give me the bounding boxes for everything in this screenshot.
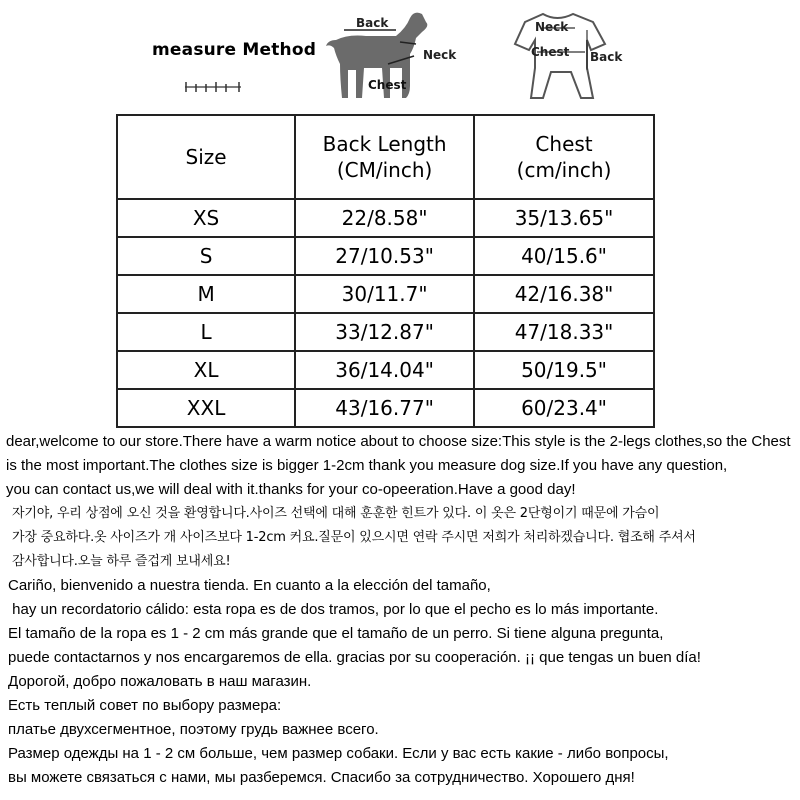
table-row [117, 199, 654, 237]
size-notice-text [6, 430, 796, 790]
russian-notice-line: Размер одежды на 1 - 2 см больше, чем размер собаки. Если у вас есть какие - либо вопросы, [8, 745, 669, 762]
spanish-notice-line: El tamaño de la ropa es 1 - 2 cm más grande que el tamaño de un perro. Si tiene alguna pregunta, [8, 625, 664, 642]
english-notice-line: is the most important.The clothes size is bigger 1-2cm thank you measure dog size.If you have any question, [6, 457, 728, 474]
table-row [117, 275, 654, 313]
chest-cell: 50/19.5" [474, 351, 654, 389]
chest-cell: 47/18.33" [474, 313, 654, 351]
size-cell: XL [117, 351, 295, 389]
chest-cell: 40/15.6" [474, 237, 654, 275]
clothes-measure-diagram [495, 10, 630, 105]
russian-notice-line: Есть теплый совет по выбору размера: [8, 697, 282, 714]
spanish-notice-line: hay un recordatorio cálido: esta ropa es de dos tramos, por lo que el pecho es lo más importante. [8, 601, 659, 618]
table-row [117, 313, 654, 351]
russian-notice-line: Дорогой, добро пожаловать в наш магазин. [8, 673, 312, 690]
english-notice-line: you can contact us,we will deal with it.thanks for your co-opeeration.Have a good day! [6, 481, 576, 498]
back-length-cell: 43/16.77" [295, 389, 474, 427]
ruler-icon [184, 78, 242, 94]
back-length-header-line1: Back Length [322, 132, 447, 156]
back-length-cell: 30/11.7" [295, 275, 474, 313]
size-cell: S [117, 237, 295, 275]
size-cell: XS [117, 199, 295, 237]
table-header-row [117, 115, 654, 199]
russian-notice-line: платье двухсегментное, поэтому грудь важнее всего. [8, 721, 379, 738]
chest-cell: 42/16.38" [474, 275, 654, 313]
size-cell: M [117, 275, 295, 313]
measure-method-title: measure Method [152, 40, 317, 60]
size-cell: XXL [117, 389, 295, 427]
spanish-notice-line: Cariño, bienvenido a nuestra tienda. En cuanto a la elección del tamaño, [8, 577, 491, 594]
dog-neck-label: Neck [423, 48, 457, 62]
back-length-column-header [295, 115, 474, 199]
dog-back-label: Back [356, 16, 389, 30]
table-row [117, 237, 654, 275]
back-length-cell: 27/10.53" [295, 237, 474, 275]
chest-header-line1: Chest [535, 132, 593, 156]
clothes-chest-label: Chest [531, 45, 570, 59]
korean-notice-line: 가장 중요하다.옷 사이즈가 개 사이즈보다 1-2cm 커요.질문이 있으시면 연락 주시면 저희가 처리하겠습니다. 협조해 주셔서 [12, 530, 696, 545]
korean-notice-line: 감사합니다.오늘 하루 즐겁게 보내세요! [12, 554, 231, 569]
korean-notice-line: 자기야, 우리 상점에 오신 것을 환영합니다.사이즈 선택에 대해 훈훈한 힌트가 있다. 이 옷은 2단형이기 때문에 가슴이 [12, 506, 660, 521]
back-length-cell: 36/14.04" [295, 351, 474, 389]
russian-notice-line: вы можете связаться с нами, мы разберемся. Спасибо за сотрудничество. Хорошего дня! [8, 769, 635, 786]
chest-cell: 35/13.65" [474, 199, 654, 237]
size-column-header: Size [117, 115, 295, 199]
table-row [117, 351, 654, 389]
chest-header-line2: (cm/inch) [516, 158, 612, 182]
dog-chest-label: Chest [368, 78, 407, 92]
spanish-notice-line: puede contactarnos y nos encargaremos de ella. gracias por su cooperación. ¡¡ que tengas un buen día! [8, 649, 701, 666]
size-chart-table [116, 114, 655, 428]
measure-method-header [0, 0, 800, 110]
chest-cell: 60/23.4" [474, 389, 654, 427]
table-row [117, 389, 654, 427]
clothes-back-label: Back [590, 50, 623, 64]
english-notice-line: dear,welcome to our store.There have a warm notice about to choose size:This style is the 2-legs clothes,so the Chest [6, 433, 791, 450]
chest-column-header [474, 115, 654, 199]
back-length-cell: 33/12.87" [295, 313, 474, 351]
dog-measure-diagram [318, 8, 463, 106]
back-length-header-line2: (CM/inch) [336, 158, 433, 182]
size-cell: L [117, 313, 295, 351]
back-length-cell: 22/8.58" [295, 199, 474, 237]
clothes-neck-label: Neck [535, 20, 569, 34]
